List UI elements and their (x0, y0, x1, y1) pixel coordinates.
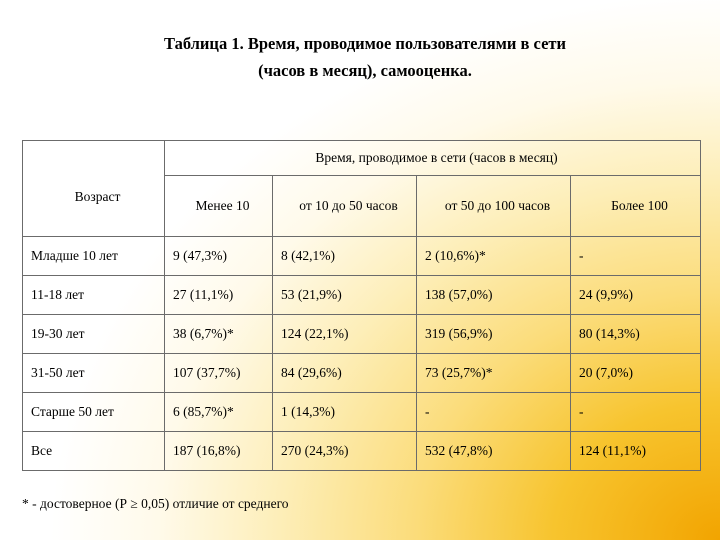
time-online-table (22, 140, 701, 471)
age-cell: 11-18 лет (23, 276, 165, 315)
value-cell: 138 (57,0%) (417, 276, 571, 315)
value-cell: 187 (16,8%) (165, 432, 273, 471)
age-cell: Старше 50 лет (23, 393, 165, 432)
title-line-1: Таблица 1. Время, проводимое пользователями в сети (163, 34, 567, 53)
value-cell: 8 (42,1%) (273, 237, 417, 276)
value-cell: 27 (11,1%) (165, 276, 273, 315)
table-row (23, 432, 701, 471)
header-row-group (23, 141, 701, 176)
value-cell: 107 (37,7%) (165, 354, 273, 393)
value-cell: - (571, 237, 701, 276)
value-cell: 38 (6,7%)* (165, 315, 273, 354)
table-row (23, 354, 701, 393)
age-cell: Все (23, 432, 165, 471)
table-row (23, 237, 701, 276)
time-group-header: Время, проводимое в сети (часов в месяц) (165, 141, 701, 176)
value-cell: 24 (9,9%) (571, 276, 701, 315)
value-cell: 124 (22,1%) (273, 315, 417, 354)
table-row (23, 276, 701, 315)
value-cell: 270 (24,3%) (273, 432, 417, 471)
value-cell: 20 (7,0%) (571, 354, 701, 393)
age-cell: 19-30 лет (23, 315, 165, 354)
value-cell: - (417, 393, 571, 432)
value-cell: 2 (10,6%)* (417, 237, 571, 276)
table-title (0, 30, 720, 84)
column-header: Менее 10 (165, 176, 273, 237)
column-header: от 10 до 50 часов (273, 176, 417, 237)
value-cell: 532 (47,8%) (417, 432, 571, 471)
column-header: от 50 до 100 часов (417, 176, 571, 237)
age-cell: 31-50 лет (23, 354, 165, 393)
column-header: Более 100 (571, 176, 701, 237)
table-row (23, 315, 701, 354)
age-cell: Младше 10 лет (23, 237, 165, 276)
value-cell: 73 (25,7%)* (417, 354, 571, 393)
value-cell: 53 (21,9%) (273, 276, 417, 315)
value-cell: 80 (14,3%) (571, 315, 701, 354)
value-cell: - (571, 393, 701, 432)
value-cell: 319 (56,9%) (417, 315, 571, 354)
title-line-2: (часов в месяц), самооценка. (258, 61, 472, 80)
value-cell: 6 (85,7%)* (165, 393, 273, 432)
age-column-header: Возраст (23, 141, 165, 237)
table-row (23, 393, 701, 432)
value-cell: 1 (14,3%) (273, 393, 417, 432)
value-cell: 124 (11,1%) (571, 432, 701, 471)
value-cell: 84 (29,6%) (273, 354, 417, 393)
value-cell: 9 (47,3%) (165, 237, 273, 276)
footnote: * - достоверное (Р ≥ 0,05) отличие от среднего (22, 496, 289, 511)
